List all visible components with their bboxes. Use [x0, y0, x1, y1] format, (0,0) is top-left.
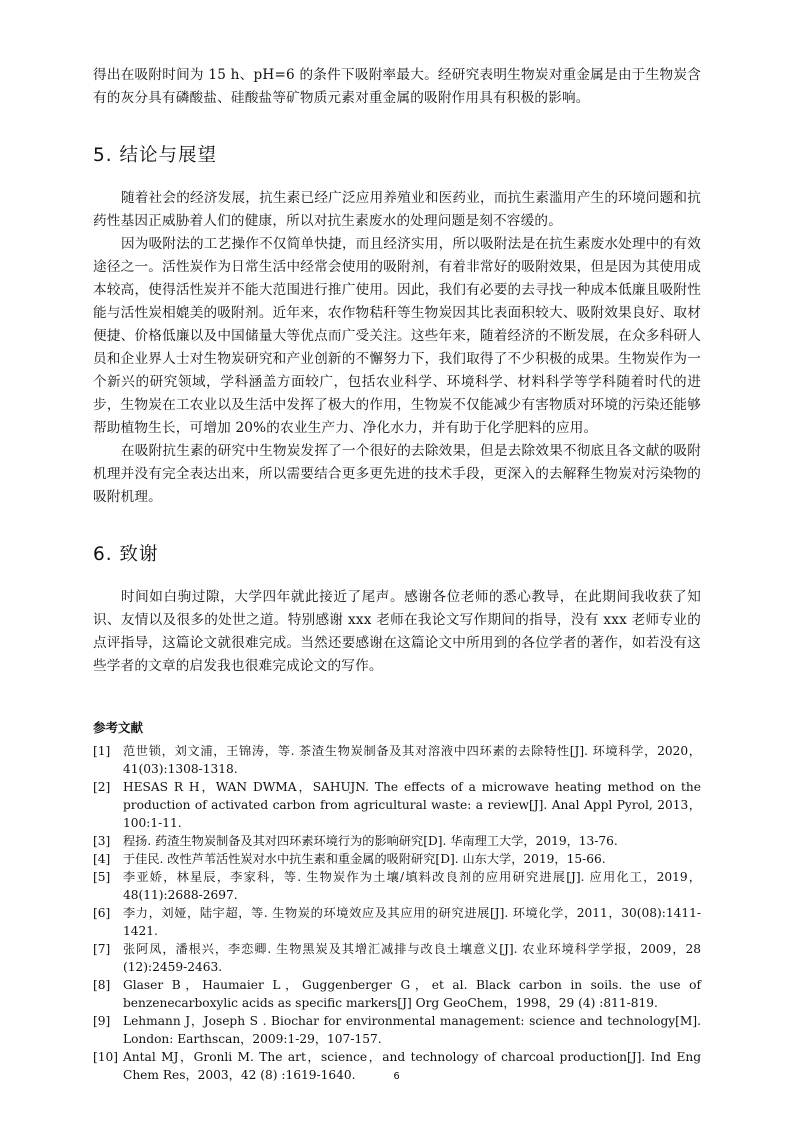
section-heading-acknowledgement: 6. 致谢 [93, 544, 159, 565]
reference-number: [5] [93, 870, 111, 884]
reference-text: 张阿凤，潘根兴，李恋卿. 生物黑炭及其增汇减排与改良土壤意义[J]. 农业环境科学学报，2009，28 (12):2459-2463. [123, 942, 701, 974]
reference-text: Antal MJ，Gronli M. The art，science，and technology of charcoal production[J]. Ind Eng Chem Res，2003，42 (8) :1619-1640. [123, 1050, 701, 1082]
reference-item [93, 940, 701, 976]
reference-item [93, 976, 701, 1012]
reference-text: Lehmann J，Joseph S . Biochar for environmental management: science and technology[M]. London: Earthscan，2009:1-29，107-157. [123, 1014, 701, 1046]
intro-paragraph: 得出在吸附时间为 15 h、pH=6 的条件下吸附率最大。经研究表明生物炭对重金属是由于生物炭含有的灰分具有磷酸盐、硅酸盐等矿物质元素对重金属的吸附作用具有积极的影响。 [93, 67, 701, 106]
reference-item [93, 832, 701, 850]
reference-item [93, 850, 701, 868]
page-number: 6 [393, 1071, 400, 1082]
section-heading-conclusion: 5. 结论与展望 [93, 145, 218, 166]
reference-number: [8] [93, 978, 111, 992]
references-list [93, 742, 701, 1084]
conclusion-paragraph-2: 因为吸附法的工艺操作不仅简单快捷，而且经济实用，所以吸附法是在抗生素废水处理中的有效途径之一。活性炭作为日常生活中经常会使用的吸附剂，有着非常好的吸附效果，但是因为其使用成本较高，使得活性炭并不能大范围进行推广使用。因此，我们有必要的去寻找一种成本低廉且吸附性能与活性炭相媲美的吸附剂。近年来，农作物秸秆等生物炭因其比表面积较大、吸附效果良好、取材便捷、价格低廉以及中国储量大等优点而广受关注。这些年来，随着经济的不断发展，在众多科研人员和企业界人士对生物炭研究和产业创新的不懈努力下，我们取得了不少积极的成果。生物炭作为一个新兴的研究领域，学科涵盖方面较广，包括农业科学、环境科学、材料科学等学科随着时代的进步，生物炭在工农业以及生活中发挥了极大的作用，生物炭不仅能减少有害物质对环境的污染还能够帮助植物生长，可增加 20%的农业生产力、净化水力，并有助于化学肥料的应用。 [93, 236, 701, 436]
reference-number: [2] [93, 780, 111, 794]
reference-number: [1] [93, 744, 111, 758]
reference-item [93, 778, 701, 832]
acknowledgement-paragraph: 时间如白驹过隙，大学四年就此接近了尾声。感谢各位老师的悉心教导，在此期间我收获了知识、友情以及很多的处世之道。特别感谢 xxx 老师在我论文写作期间的指导，没有 xxx 老师专业的点评指导，这篇论文就很难完成。当然还要感谢在这篇论文中所用到的各位学者的著作，如若没有这些学者的文章的启发我也很难完成论文的写作。 [93, 589, 701, 674]
reference-number: [3] [93, 834, 111, 848]
reference-text: 于佳民. 改性芦苇活性炭对水中抗生素和重金属的吸附研究[D]. 山东大学，2019，15-66. [123, 852, 606, 866]
paper-page [93, 64, 701, 1084]
reference-number: [9] [93, 1014, 111, 1028]
reference-number: [7] [93, 942, 111, 956]
reference-item [93, 904, 701, 940]
reference-item [93, 868, 701, 904]
reference-item [93, 1012, 701, 1048]
reference-text: 程扬. 药渣生物炭制备及其对四环素环境行为的影响研究[D]. 华南理工大学，2019，13-76. [123, 834, 618, 848]
conclusion-paragraph-3: 在吸附抗生素的研究中生物炭发挥了一个很好的去除效果，但是去除效果不彻底且各文献的吸附机理并没有完全表达出来，所以需要结合更多更先进的技术手段，更深入的去解释生物炭对污染物的吸附机理。 [93, 443, 701, 505]
reference-number: [10] [93, 1050, 119, 1064]
references-title: 参考文献 [93, 720, 144, 735]
reference-text: Glaser B，Haumaier L，Guggenberger G，et al. Black carbon in soils. the use of benzenecarboxylic acids as specific markers[J] Org GeoChem，1998，29 (4) :811-819. [123, 978, 701, 1010]
reference-item [93, 742, 701, 778]
reference-text: 李亚娇，林星辰，李家科，等. 生物炭作为土壤/填料改良剂的应用研究进展[J]. 应用化工，2019，48(11):2688-2697. [123, 870, 701, 902]
conclusion-paragraph-1: 随着社会的经济发展，抗生素已经广泛应用养殖业和医药业，而抗生素滥用产生的环境问题和抗药性基因正威胁着人们的健康，所以对抗生素废水的处理问题是刻不容缓的。 [93, 190, 701, 229]
reference-text: 范世锁，刘文浦，王锦涛，等. 茶渣生物炭制备及其对溶液中四环素的去除特性[J]. 环境科学，2020，41(03):1308-1318. [123, 744, 701, 776]
reference-number: [6] [93, 906, 111, 920]
reference-text: HESAS R H，WAN DWMA，SAHUJN. The effects of a microwave heating method on the production of activated carbon from agricultural waste: a review[J]. Anal Appl Pyrol, 2013，100:1-11. [123, 780, 701, 830]
reference-number: [4] [93, 852, 111, 866]
reference-text: 李力，刘娅，陆宇超，等. 生物炭的环境效应及其应用的研究进展[J]. 环境化学，2011，30(08):1411-1421. [123, 906, 701, 938]
